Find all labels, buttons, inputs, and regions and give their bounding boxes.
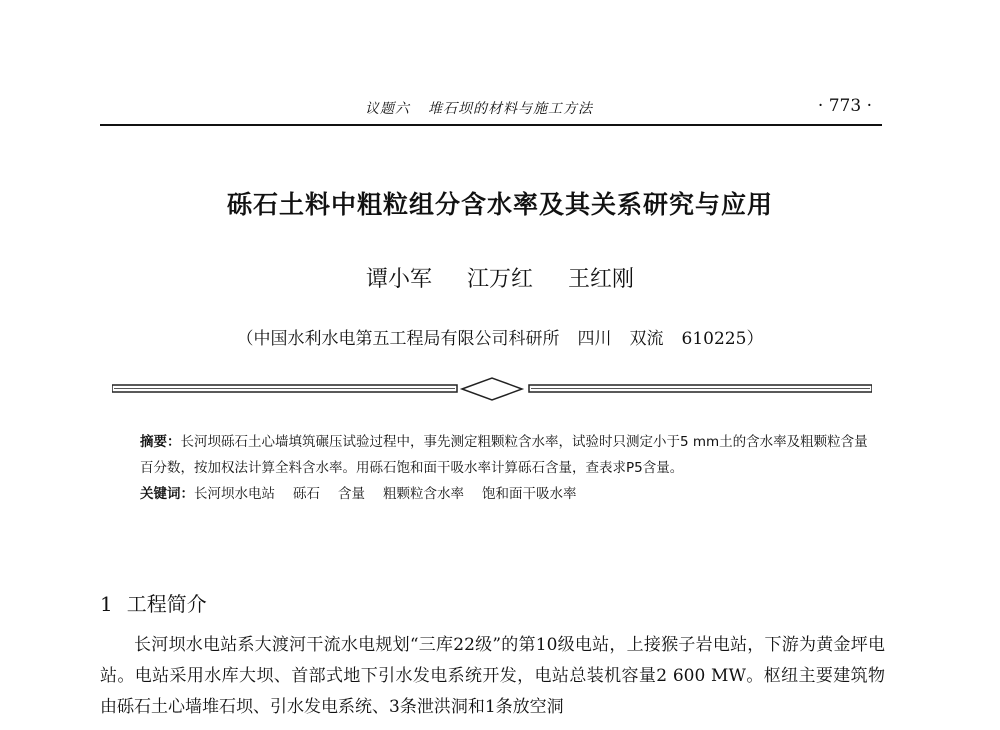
abstract-block <box>140 429 870 507</box>
keywords <box>140 481 870 507</box>
affiliation-city: 双流 <box>629 329 664 349</box>
abstract-label: 摘要： <box>140 434 181 450</box>
abstract-text: 长河坝砾石土心墙填筑碾压试验过程中，事先测定粗颗粒含水率，试验时只测定小于5 mm土的含水率及粗颗粒含量百分数，按加权法计算全料含水率。用砾石饱和面干吸水率计算砾石含量，查表求P5含量。 <box>140 434 868 476</box>
paper-title: 砾石土料中粗粒组分含水率及其关系研究与应用 <box>226 190 773 219</box>
keyword: 饱和面干吸水率 <box>482 486 577 502</box>
keyword: 长河坝水电站 <box>194 486 275 502</box>
affiliation-postcode: 610225） <box>681 329 764 349</box>
header-topic-title: 堆石坝的材料与施工方法 <box>428 101 593 117</box>
body-text <box>100 630 885 723</box>
body-paragraph: 长河坝水电站系大渡河干流水电规划“三库22级”的第10级电站，上接猴子岩电站，下游为黄金坪电站。电站采用水库大坝、首部式地下引水发电系统开发，电站总装机容量2 600 MW。枢纽主要建筑物由砾石土心墙堆石坝、引水发电系统、3条泄洪洞和1条放空洞 <box>100 635 885 717</box>
header-topic <box>365 98 593 118</box>
author-name: 谭小军 <box>365 267 432 292</box>
ornamental-divider <box>112 376 872 402</box>
page-number: · 773 · <box>817 96 872 116</box>
keyword: 砾石 <box>293 486 320 502</box>
section-number: 1 <box>100 592 113 616</box>
keywords-label: 关键词： <box>140 486 194 502</box>
affiliation-org: （中国水利水电第五工程局有限公司科研所 <box>236 329 560 349</box>
author-name: 江万红 <box>466 267 533 292</box>
divider-diamond <box>462 378 522 400</box>
running-header <box>100 96 882 120</box>
section-title: 工程简介 <box>126 592 207 616</box>
keyword: 含量 <box>338 486 365 502</box>
keyword: 粗颗粒含水率 <box>383 486 464 502</box>
affiliation <box>0 324 1000 349</box>
author-list <box>0 262 1000 293</box>
header-rule <box>100 124 882 126</box>
abstract <box>140 429 870 481</box>
affiliation-province: 四川 <box>577 329 612 349</box>
section-heading <box>100 588 207 617</box>
header-topic-prefix: 议题六 <box>365 101 410 117</box>
author-name: 王红刚 <box>568 267 635 292</box>
